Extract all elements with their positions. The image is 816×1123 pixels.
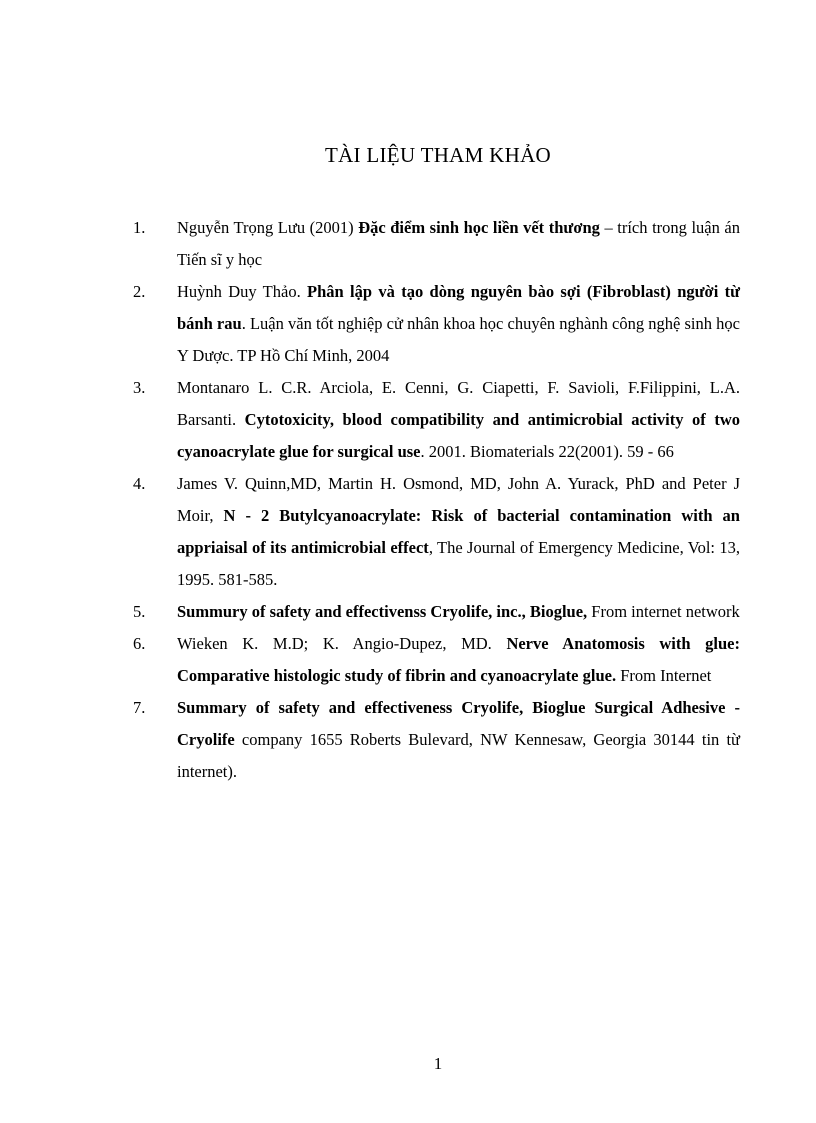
reference-text bbox=[177, 468, 740, 596]
reference-number: 3. bbox=[133, 378, 146, 397]
reference-item bbox=[0, 596, 816, 628]
reference-segment: Huỳnh Duy Thảo. bbox=[177, 282, 308, 301]
reference-number: 1. bbox=[133, 218, 146, 237]
reference-text bbox=[177, 628, 740, 692]
reference-segment: James V. Quinn,MD, Martin H. Osmond, MD, John A. Yurack, PhD and Peter J Moir, bbox=[177, 474, 740, 525]
reference-number: 4. bbox=[133, 474, 146, 493]
reference-segment: company 1655 Roberts Bulevard, NW Kennesaw, Georgia 30144 tin từ internet). bbox=[177, 730, 740, 781]
reference-item bbox=[0, 372, 816, 468]
reference-segment: From internet network bbox=[587, 602, 740, 621]
reference-title: Summary of safety and effectiveness Cryolife, Bioglue Surgical Adhesive - Cryolife bbox=[177, 698, 740, 749]
reference-segment: Montanaro L. C.R. Arciola, E. Cenni, G. Ciapetti, F. Savioli, F.Filippini, L.A. Barsanti. bbox=[177, 378, 740, 429]
reference-title: Phân lập và tạo dòng nguyên bào sợi (Fibroblast) người từ bánh rau bbox=[177, 282, 741, 333]
reference-number: 2. bbox=[133, 282, 146, 301]
reference-text bbox=[177, 212, 740, 276]
reference-text bbox=[177, 372, 740, 468]
reference-segment: Nguyễn Trọng Lưu (2001) bbox=[177, 218, 359, 237]
reference-number: 7. bbox=[133, 698, 146, 717]
reference-segment: . Luận văn tốt nghiệp cử nhân khoa học chuyên nghành công nghệ sinh học Y Dược. TP Hồ Chí Minh, 2004 bbox=[177, 314, 740, 365]
reference-text bbox=[177, 596, 740, 628]
reference-title: Cytotoxicity, blood compatibility and antimicrobial activity of two cyanoacrylate glue for surgical use bbox=[177, 410, 740, 461]
reference-segment: From Internet bbox=[616, 666, 712, 685]
reference-text bbox=[177, 692, 740, 788]
page-number: 1 bbox=[433, 1054, 443, 1073]
page-title: TÀI LIỆU THAM KHẢO bbox=[324, 143, 552, 167]
reference-text bbox=[177, 276, 740, 372]
reference-number: 5. bbox=[133, 602, 146, 621]
reference-title: Nerve Anatomosis with glue: Comparative histologic study of fibrin and cyanoacrylate glue. bbox=[177, 634, 741, 685]
reference-title: Summury of safety and effectivenss Cryolife, inc., Bioglue, bbox=[177, 602, 588, 621]
reference-segment: . 2001. Biomaterials 22(2001). 59 - 66 bbox=[420, 442, 674, 461]
reference-segment: – trích trong luận án Tiến sĩ y học bbox=[177, 218, 740, 269]
reference-title: Đặc điểm sinh học liền vết thương bbox=[358, 218, 600, 237]
reference-number: 6. bbox=[133, 634, 146, 653]
reference-segment: , The Journal of Emergency Medicine, Vol: 13, 1995. 581-585. bbox=[177, 538, 740, 589]
reference-title: N - 2 Butylcyanoacrylate: Risk of bacterial contamination with an appriaisal of its antimicrobial effect bbox=[177, 506, 740, 557]
reference-item bbox=[0, 212, 816, 276]
reference-item bbox=[0, 468, 816, 596]
reference-list bbox=[0, 212, 816, 788]
reference-item bbox=[0, 628, 816, 692]
reference-segment: Wieken K. M.D; K. Angio-Dupez, MD. bbox=[177, 634, 507, 653]
reference-item bbox=[0, 692, 816, 788]
reference-item bbox=[0, 276, 816, 372]
